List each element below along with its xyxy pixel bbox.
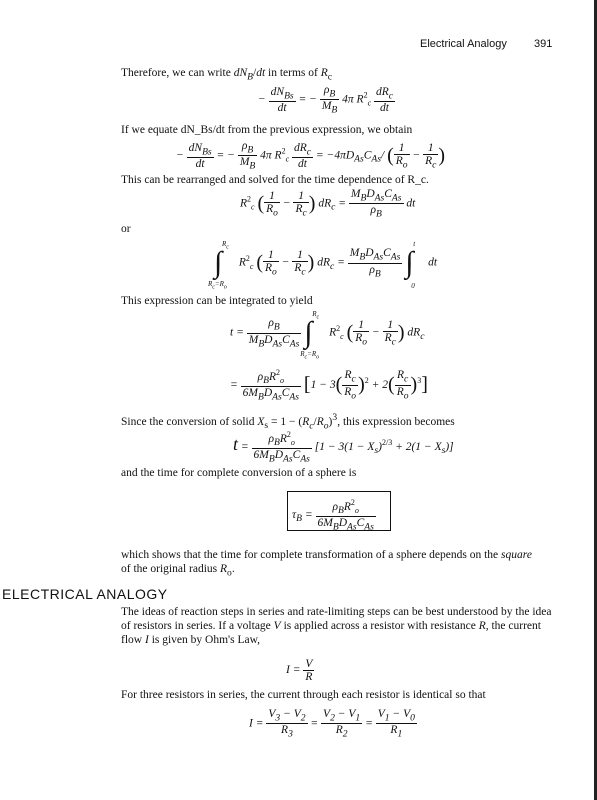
paragraph-6: and the time for complete conversion of a sphere is — [121, 467, 357, 479]
equation-4: $R_c$ ∫ $R_c=R_o$ $R^2_c$ ( $\frac{1}{R_o}$ − $\frac{1}{R_c}$ ) $dR_c$ = $\frac{M_BD_{As}C_{As}}{\rho_B}$ t ∫ 0 dt — [208, 240, 438, 290]
emphasis-square: square — [501, 549, 532, 561]
page-number: 391 — [534, 38, 553, 50]
section-heading: ELECTRICAL ANALOGY — [2, 586, 168, 602]
equation-6: = $\frac{\rho_BR^2_o}{6M_BD_{As}C_{As}}$ [1 − 3( $\frac{R_c}{R_o}$ )$^2$ + 2( $\frac{R_c}{R_o}$ )$^3$] — [230, 368, 428, 403]
paragraph-5: Since the conversion of solid $X_s = 1 - (R_c/R_o)^3$, this expression becomes — [121, 412, 455, 432]
equation-7: t = $\frac{\rho_BR^2_o}{6M_BD_{As}C_{As}}$ $[1 - 3(1 - X_s)^{2/3} + 2(1 - X_s)]$ — [233, 430, 454, 465]
paragraph-3: This can be rearranged and solved for the time dependence of R_c. — [121, 174, 429, 186]
or-label: or — [121, 223, 131, 235]
equation-5: t = $\frac{\rho_B}{M_BD_{As}C_{As}}$ $R_c$ ∫ $R_c=R_o$ $R^2_c$ ( $\frac{1}{R_o}$ − $\frac{1}{R_c}$ ) $dR_c$ — [230, 310, 425, 360]
paragraph-4: This expression can be integrated to yield — [121, 295, 313, 307]
running-title: Electrical Analogy — [420, 38, 507, 50]
equation-10: I = $\frac{V_3 - V_2}{R_3}$ = $\frac{V_2 - V_1}{R_2}$ = $\frac{V_1 - V_0}{R_1}$ — [249, 708, 415, 740]
equation-1: − $\frac{dN_{Bs}}{dt}$ = − $\frac{\rho_B}{M_B}$ 4π $R^2_c$ $\frac{dR_c}{dt}$ — [258, 84, 394, 116]
equation-2: − $\frac{dN_{Bs}}{dt}$ = − $\frac{\rho_B}{M_B}$ 4π $R^2_c$ $\frac{dR_c}{dt}$ = $-4\pi D_{As}C_{As}/$ ( $\frac{1}{R_o}$ − $\frac{1}{R_c}$ ) — [176, 140, 446, 172]
paragraph-9: For three resistors in series, the current through each resistor is identical so that — [121, 689, 486, 701]
equation-9: I = $\frac{V}{R}$ — [286, 658, 313, 683]
paragraph-2: If we equate dN_Bs/dt from the previous expression, we obtain — [121, 124, 413, 136]
paragraph-7: which shows that the time for complete transformation of a sphere depends on the square of the original radius $R_o$. — [121, 549, 532, 579]
equation-3: $R^2_c$ ( $\frac{1}{R_o}$ − $\frac{1}{R_c}$ ) $dR_c$ = $\frac{M_BD_{As}C_{As}}{\rho_B}$ dt — [240, 188, 416, 220]
paragraph-1: Therefore, we can write $dN_B/dt$ in terms of $R_c$ — [121, 67, 333, 83]
paragraph-8: The ideas of reaction steps in series and rate-limiting steps can be best understood by the idea of resistors in series. If a voltage V is applied across a resistor with resistance R, the current flow I is given by Ohm's Law, — [121, 606, 552, 646]
equation-8-box: $\tau_B$ = $\frac{\rho_BR^2_o}{6M_BD_{As}C_{As}}$ — [287, 491, 391, 531]
